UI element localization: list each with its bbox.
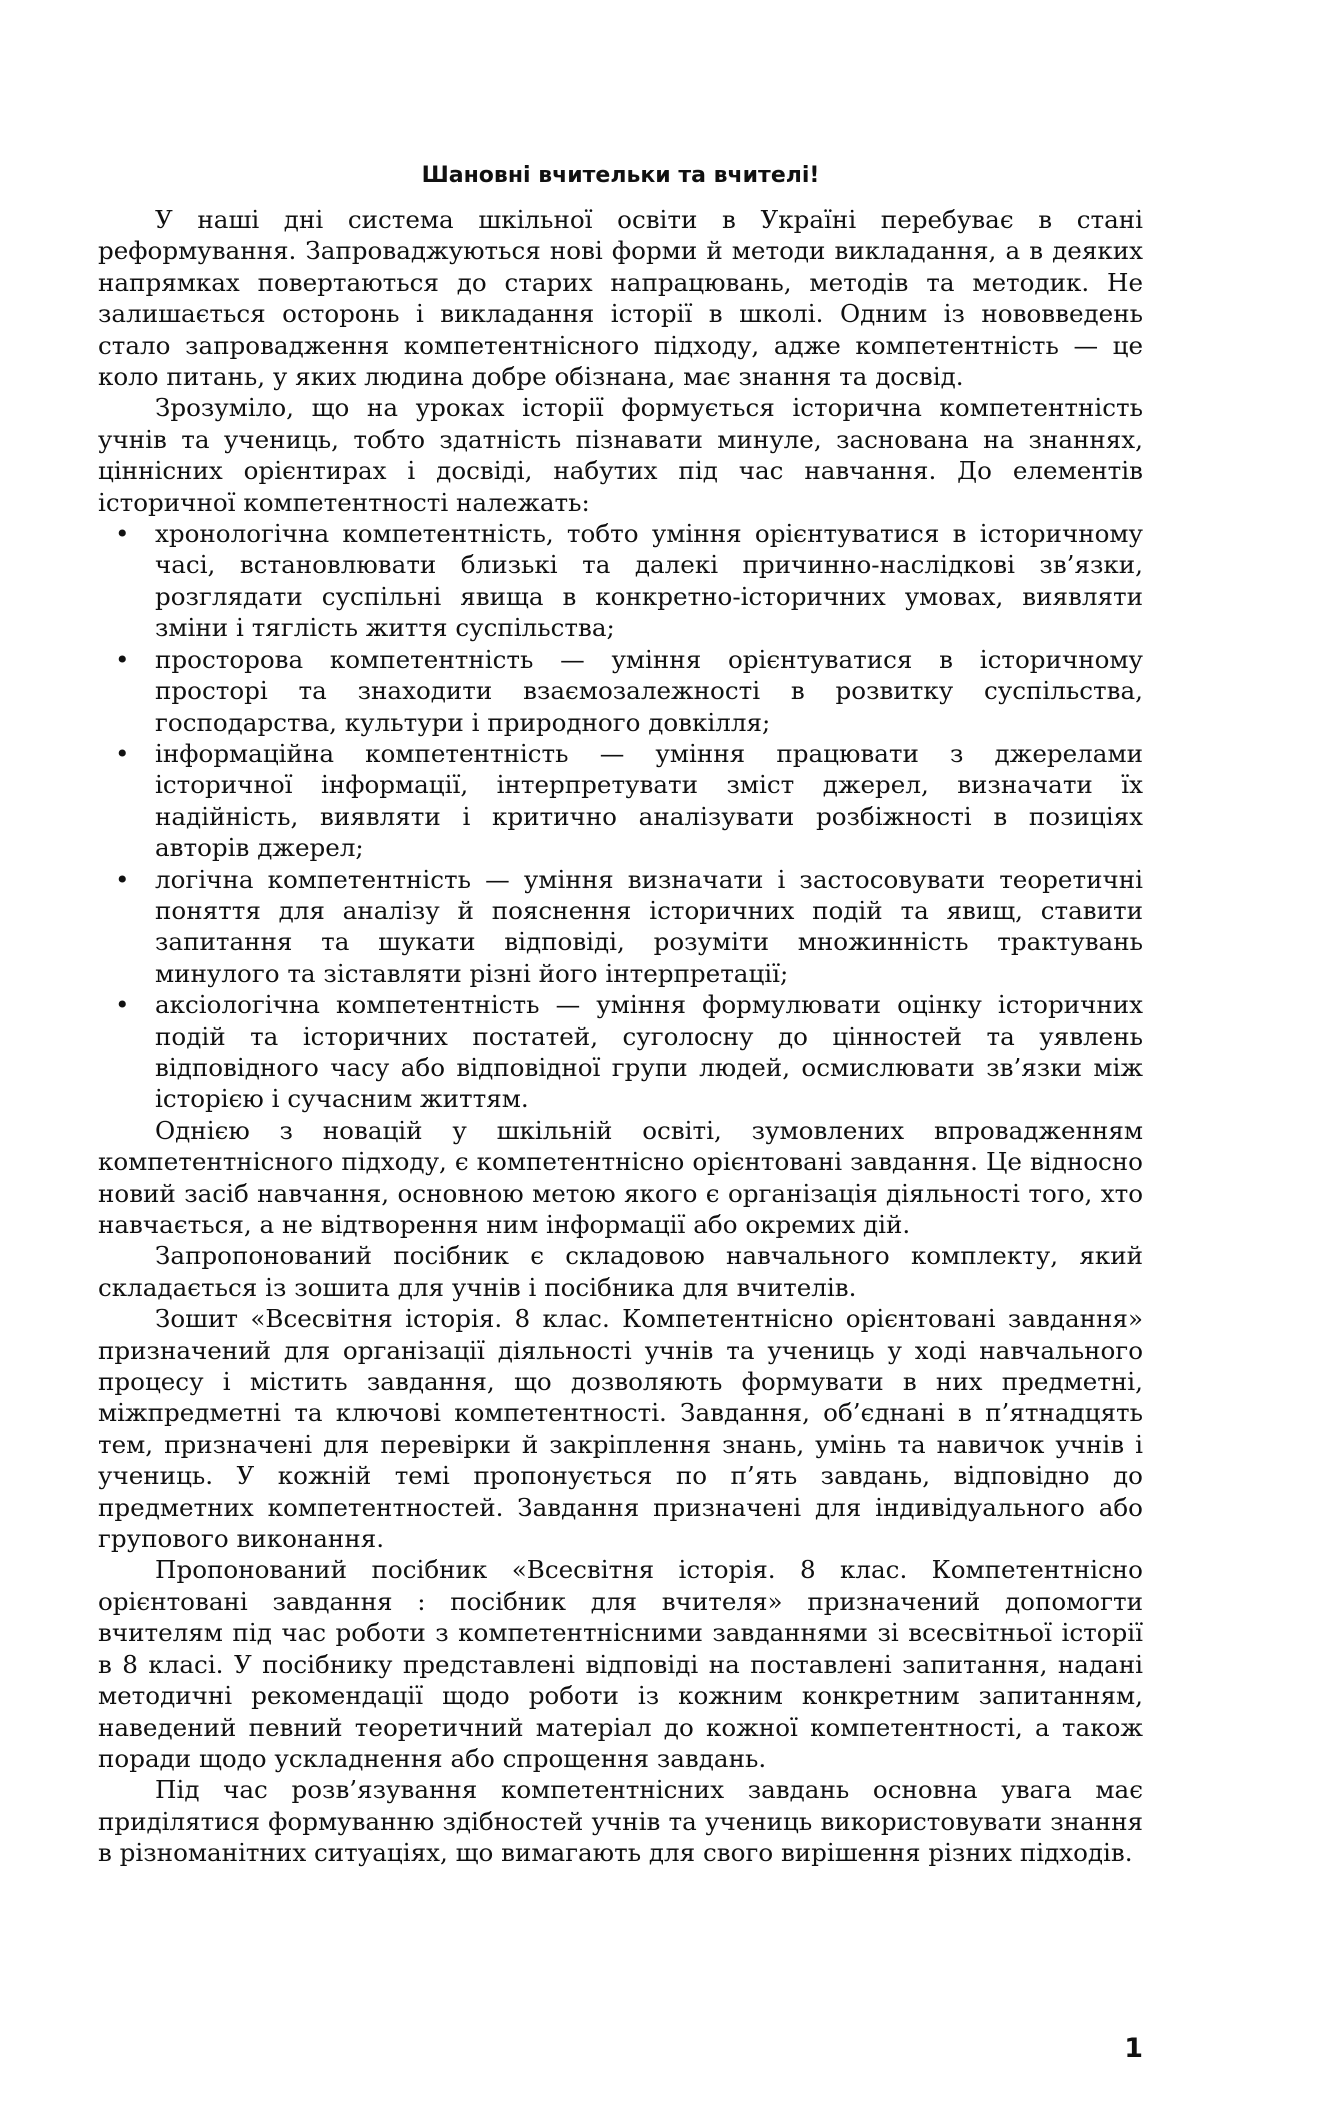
competence-list bbox=[98, 518, 1143, 1115]
paragraph-main-2: Запропонований посібник є складовою навчального комплекту, який складається із зошита для учнів і посібника для вчителів. bbox=[98, 1241, 1143, 1302]
page-number: 1 bbox=[1124, 2033, 1143, 2064]
bullet-icon: • bbox=[115, 644, 130, 674]
paragraph-intro-2: Зрозуміло, що на уроках історії формується історична компетентність учнів та учениць, тобто здатність пізнавати минуле, заснована на знаннях, ціннісних орієнтирах і досвіді, набутих під час навчання. До елементів історичної компетентності належать: bbox=[98, 393, 1143, 517]
list-item-text: хронологічна компетентність, тобто уміння орієнтуватися в історичному часі, встановлювати близькі та далекі причинно-наслідкові зв’язки, розглядати суспільні явища в конкретно-історичних умовах, виявляти зміни і тяглість життя суспільства; bbox=[155, 519, 1143, 643]
page-title: Шановні вчительки та вчителі! bbox=[421, 163, 820, 188]
paragraph-main-5: Під час розв’язування компетентнісних завдань основна увага має приділятися формуванню здібностей учнів та учениць використовувати знання в різноманітних ситуаціях, що вимагають для свого вирішення різних підходів. bbox=[98, 1775, 1143, 1868]
paragraph-main-3: Зошит «Всесвітня історія. 8 клас. Компетентнісно орієнтовані завдання» призначений для організації діяльності учнів та учениць у ході навчального процесу і містить завдання, що дозволяють формувати в них предметні, міжпредметні та ключові компетентності. Завдання, об’єднані в п’ятнадцять тем, призначені для перевірки й закріплення знань, умінь та навичок учнів і учениць. У кожній темі пропонується по п’ять завдань, відповідно до предметних компетентностей. Завдання призначені для індивідуального або групового виконання. bbox=[98, 1304, 1143, 1554]
bullet-icon: • bbox=[115, 864, 130, 894]
list-item bbox=[98, 518, 1143, 644]
list-item-text: просторова компетентність — уміння орієнтуватися в історичному просторі та знаходити взаємозалежності в розвитку суспільства, господарства, культури і природного довкілля; bbox=[155, 644, 1143, 737]
document-body bbox=[98, 204, 1143, 1869]
list-item bbox=[98, 644, 1143, 738]
list-item bbox=[98, 989, 1143, 1115]
paragraph-intro-1: У наші дні система шкільної освіти в Україні перебуває в стані реформування. Запроваджуються нові форми й методи викладання, а в деяких напрямках повертаються до старих напрацювань, методів та методик. Не залишається осторонь і викладання історії в школі. Одним із нововведень стало запровадження компетентнісного підходу, адже компетентність — це коло питань, у яких людина добре обізнана, має знання та досвід. bbox=[98, 205, 1143, 392]
document-page bbox=[98, 0, 1143, 2126]
bullet-icon: • bbox=[115, 519, 130, 549]
list-item bbox=[98, 864, 1143, 990]
list-item-text: аксіологічна компетентність — уміння формулювати оцінку історичних подій та історичних постатей, суголосну до цінностей та уявлень відповідного часу або відповідної групи людей, осмислювати зв’язки між історією і сучасним життям. bbox=[155, 990, 1143, 1114]
paragraph-main-4: Пропонований посібник «Всесвітня історія. 8 клас. Компетентнісно орієнтовані завдання : посібник для вчителя» призначений допомогти вчителям під час роботи з компетентнісними завданнями зі всесвітньої історії в 8 класі. У посібнику представлені відповіді на поставлені запитання, надані методичні рекомендації щодо роботи із кожним конкретним запитанням, наведений певний теоретичний матеріал до кожної компетентності, а також поради щодо ускладнення або спрощення завдань. bbox=[98, 1555, 1143, 1773]
bullet-icon: • bbox=[115, 738, 130, 768]
list-item-text: інформаційна компетентність — уміння працювати з джерелами історичної інформації, інтерпретувати зміст джерел, визначати їх надійність, виявляти і критично аналізувати розбіжності в позиціях авторів джерел; bbox=[155, 738, 1143, 863]
bullet-icon: • bbox=[115, 990, 130, 1020]
list-item-text: логічна компетентність — уміння визначати і застосовувати теоретичні поняття для аналізу й пояснення історичних подій та явищ, ставити запитання та шукати відповіді, розуміти множинність трактувань минулого та зіставляти різні його інтерпретації; bbox=[155, 864, 1143, 988]
list-item bbox=[98, 738, 1143, 864]
paragraph-main-1: Однією з новацій у шкільній освіті, зумовлених впровадженням компетентнісного підходу, є компетентнісно орієнтовані завдання. Це відносно новий засіб навчання, основною метою якого є організація діяльності того, хто навчається, а не відтворення ним інформації або окремих дій. bbox=[98, 1115, 1143, 1239]
